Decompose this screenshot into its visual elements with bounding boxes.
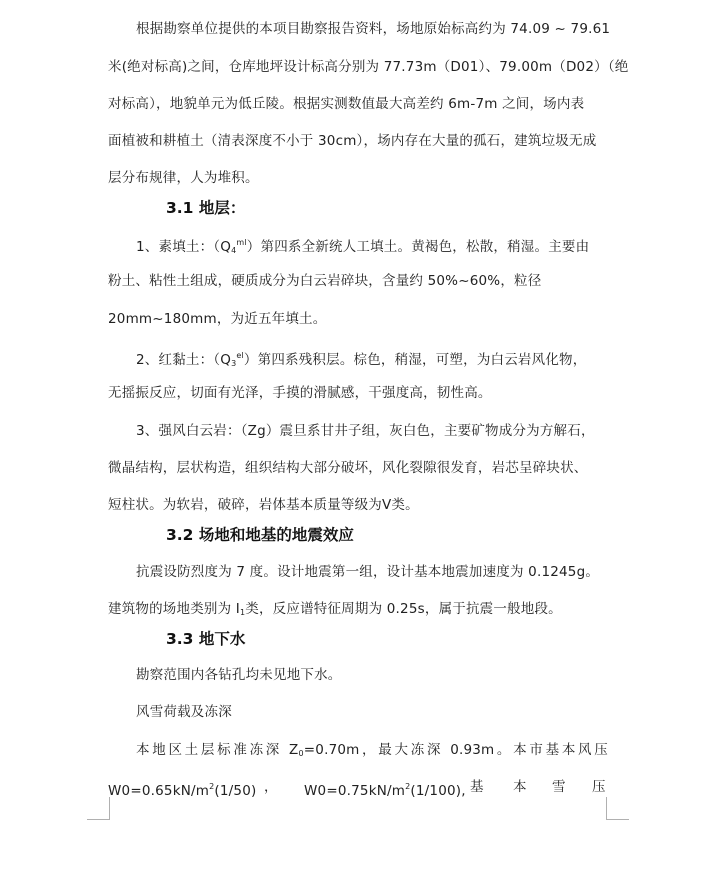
wind-pressure-100-prefix: W0=0.75kN/m (304, 783, 406, 799)
snow-pressure-char-3: 雪 (552, 779, 566, 795)
wind-pressure-100-sup: 2 (405, 782, 411, 791)
seismic-line-1: 抗震设防烈度为 7 度。设计地震第一组，设计基本地震加速度为 0.1245g。 (136, 564, 600, 580)
fill-soil-suffix: ）第四系全新统人工填土。黄褐色，松散，稍湿。主要由 (246, 239, 590, 255)
wind-pressure-100-suffix: (1/100), (410, 783, 466, 799)
site-class-subscript: 1 (239, 608, 246, 617)
dolomite-line-2: 微晶结构，层状构造，组织结构大部分破坏，风化裂隙很发育，岩芯呈碎块状、 (108, 460, 588, 476)
section-3-2-title: 3.2 场地和地基的地震效应 (166, 526, 354, 544)
site-class-suffix: 类，反应谱特征周期为 0.25s，属于抗震一般地段。 (245, 601, 562, 617)
frost-depth-prefix: 本地区土层标准冻深 Z (136, 742, 299, 758)
snow-pressure-char-2: 本 (513, 779, 527, 795)
wind-pressure-100 (304, 778, 466, 800)
margin-corner-mark-left (87, 797, 110, 820)
frost-depth-suffix: =0.70m，最大冻深 0.93m。本市基本风压 (303, 742, 608, 758)
fill-soil-line-1 (136, 234, 608, 260)
intro-line-3: 对标高），地貌单元为低丘陵。根据实测数值最大高差约 6m-7m 之间，场内表 (108, 96, 585, 112)
red-clay-line-2: 无摇振反应，切面有光泽，手摸的滑腻感，干强度高，韧性高。 (108, 385, 492, 401)
wind-pressure-50-sup: 2 (209, 782, 215, 791)
intro-line-4: 面植被和耕植土（清表深度不小于 30cm），场内存在大量的孤石，建筑垃圾无成 (108, 133, 597, 149)
red-clay-superscript: el (236, 351, 244, 360)
wind-pressure-comma: ， (264, 779, 278, 795)
intro-line-2: 米(绝对标高)之间，仓库地坪设计标高分别为 77.73m（D01）、79.00m（D02）（绝 (108, 59, 629, 75)
frost-depth-line (136, 741, 608, 759)
section-3-1-title: 3.1 地层： (166, 199, 246, 217)
seismic-line-2 (108, 600, 608, 622)
margin-corner-mark-right (606, 797, 629, 820)
section-3-3-title: 3.3 地下水 (166, 630, 246, 648)
fill-soil-superscript: ml (236, 238, 247, 247)
wind-pressure-50-prefix: W0=0.65kN/m (108, 783, 210, 799)
intro-line-5: 层分布规律，人为堆积。 (108, 170, 259, 186)
red-clay-line-1 (136, 347, 608, 373)
fill-soil-subscript: 4 (231, 246, 237, 255)
red-clay-suffix: ）第四系残积层。棕色，稍湿，可塑，为白云岩风化物， (243, 352, 587, 368)
snow-pressure-char-4: 压 (592, 779, 606, 795)
fill-soil-prefix: 1、素填土：（Q (136, 239, 232, 255)
dolomite-line-3: 短柱状。为软岩，破碎，岩体基本质量等级为Ⅴ类。 (108, 497, 419, 513)
wind-pressure-50-suffix: (1/50) (214, 783, 257, 799)
frost-depth-subscript: 0 (298, 749, 304, 758)
red-clay-prefix: 2、红黏土：（Q (136, 352, 232, 368)
fill-soil-line-3: 20mm~180mm，为近五年填土。 (108, 311, 327, 327)
dolomite-line-1: 3、强风白云岩：（Zg）震旦系甘井子组，灰白色，主要矿物成分为方解石， (136, 423, 595, 439)
wind-pressure-50 (108, 778, 257, 800)
snow-pressure-char-1: 基 (470, 779, 484, 795)
groundwater-line-1: 勘察范围内各钻孔均未见地下水。 (136, 667, 342, 683)
site-class-prefix: 建筑物的场地类别为 I (108, 601, 240, 617)
wind-snow-title: 风雪荷载及冻深 (136, 704, 232, 720)
red-clay-subscript: 3 (231, 359, 237, 368)
intro-line-1: 根据勘察单位提供的本项目勘察报告资料，场地原始标高约为 74.09 ~ 79.61 (136, 21, 611, 37)
fill-soil-line-2: 粉土、粘性土组成，硬质成分为白云岩碎块，含量约 50%~60%，粒径 (108, 273, 542, 289)
